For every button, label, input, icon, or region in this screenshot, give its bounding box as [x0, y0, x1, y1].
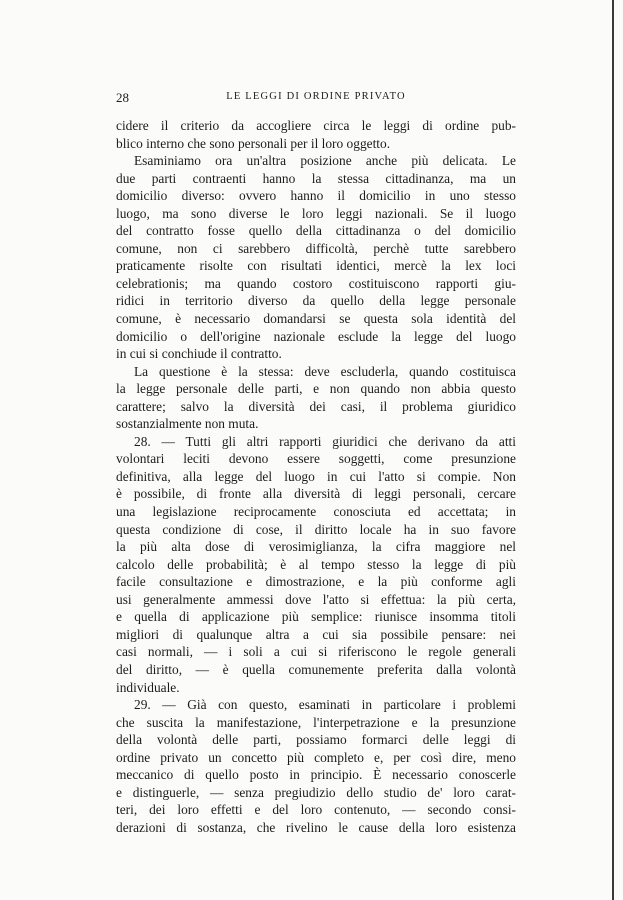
text-line: volontari leciti devono essere soggetti, come presunzione	[116, 451, 516, 467]
text-line: Esaminiamo ora un'altra posizione anche più delicata. Le	[134, 153, 516, 169]
text-line: della volontà delle parti, possiamo formarci delle leggi di	[116, 732, 516, 748]
text-line: comune, non ci sarebbero difficoltà, perchè tutte sarebbero	[116, 240, 516, 256]
text-line: comune, è necessario domandarsi se questa sola identità del	[116, 311, 516, 327]
text-line: facile consultazione e dimostrazione, e la più conforme agli	[116, 574, 516, 590]
page-header	[116, 90, 516, 106]
text-line: sostanzialmente non muta.	[116, 416, 259, 432]
text-line: del diritto, — è quella comunemente preferita dalla volontà	[116, 661, 516, 677]
page-number: 28	[116, 90, 129, 105]
text-line: definitiva, alla legge del luogo in cui l'atto si compie. Non	[116, 468, 516, 484]
page-edge-line	[612, 0, 614, 900]
text-line: individuale.	[116, 679, 180, 695]
text-line: la legge personale delle parti, e non quando non abbia questo	[116, 381, 516, 397]
text-line: e distinguerle, — senza pregiudizio dello studio de' loro carat-	[116, 784, 516, 800]
text-line: la più alta dose di verosimiglianza, la cifra maggiore nel	[116, 539, 516, 555]
text-line: che suscita la manifestazione, l'interpetrazione e la presunzione	[116, 714, 516, 730]
text-line: calcolo delle probabilità; è al tempo stesso la legge di più	[116, 556, 516, 572]
text-line: meccanico di quello posto in principio. È necessario conoscerle	[116, 767, 516, 783]
text-line: è possibile, di fronte alla diversità di leggi personali, cercare	[116, 486, 516, 502]
text-line: ridici in territorio diverso da quello della legge personale	[116, 293, 516, 309]
text-line: usi generalmente ammessi dove l'atto si effettua: la più certa,	[116, 591, 516, 607]
text-line: teri, dei loro effetti e del loro contenuto, — secondo consi-	[116, 802, 516, 818]
text-line: cidere il criterio da accogliere circa le leggi di ordine pub-	[116, 118, 516, 133]
text-line: La questione è la stessa: deve escluderla, quando costituisca	[134, 363, 516, 379]
text-line: blico interno che sono personali per il loro oggetto.	[116, 135, 391, 151]
text-line: celebrationis; ma quando costoro costituiscono rapporti giu-	[116, 275, 516, 291]
text-line: in cui si conchiude il contratto.	[116, 346, 282, 362]
running-title: LE LEGGI DI ORDINE PRIVATO	[226, 91, 406, 102]
text-line: carattere; salvo la diversità dei casi, il problema giuridico	[116, 398, 516, 414]
text-line: derazioni di sostanza, che rivelino le cause della loro esistenza	[116, 819, 516, 835]
text-line: domicilio diverso: ovvero hanno il domicilio in uno stesso	[116, 188, 516, 204]
text-line: domicilio o dell'origine nazionale esclude la legge del luogo	[116, 328, 516, 344]
text-line: ordine privato un concetto più completo e, per così dire, meno	[116, 749, 516, 765]
text-line: del contratto fosse quello della cittadinanza o del domicilio	[116, 223, 516, 239]
text-line: questa condizione di cose, il diritto locale ha in suo favore	[116, 521, 516, 537]
text-line: 29. — Già con questo, esaminati in particolare i problemi	[134, 697, 516, 713]
text-line: una legislazione reciprocamente conosciuta ed accettata; in	[116, 504, 516, 520]
text-line: luogo, ma sono diverse le loro leggi nazionali. Se il luogo	[116, 205, 516, 221]
text-line: migliori di qualunque altra a cui sia possibile pensare: nei	[116, 626, 516, 642]
text-line: 28. — Tutti gli altri rapporti giuridici che derivano da atti	[134, 433, 516, 449]
text-line: due parti contraenti hanno la stessa cittadinanza, ma un	[116, 170, 516, 186]
text-line: casi normali, — i soli a cui si riferiscono le regole generali	[116, 644, 516, 660]
text-line: praticamente risolte con risultati identici, mercè la lex loci	[116, 258, 516, 274]
text-line: e quella di applicazione più semplice: riunisce insomma titoli	[116, 609, 516, 625]
body-text	[116, 117, 516, 836]
